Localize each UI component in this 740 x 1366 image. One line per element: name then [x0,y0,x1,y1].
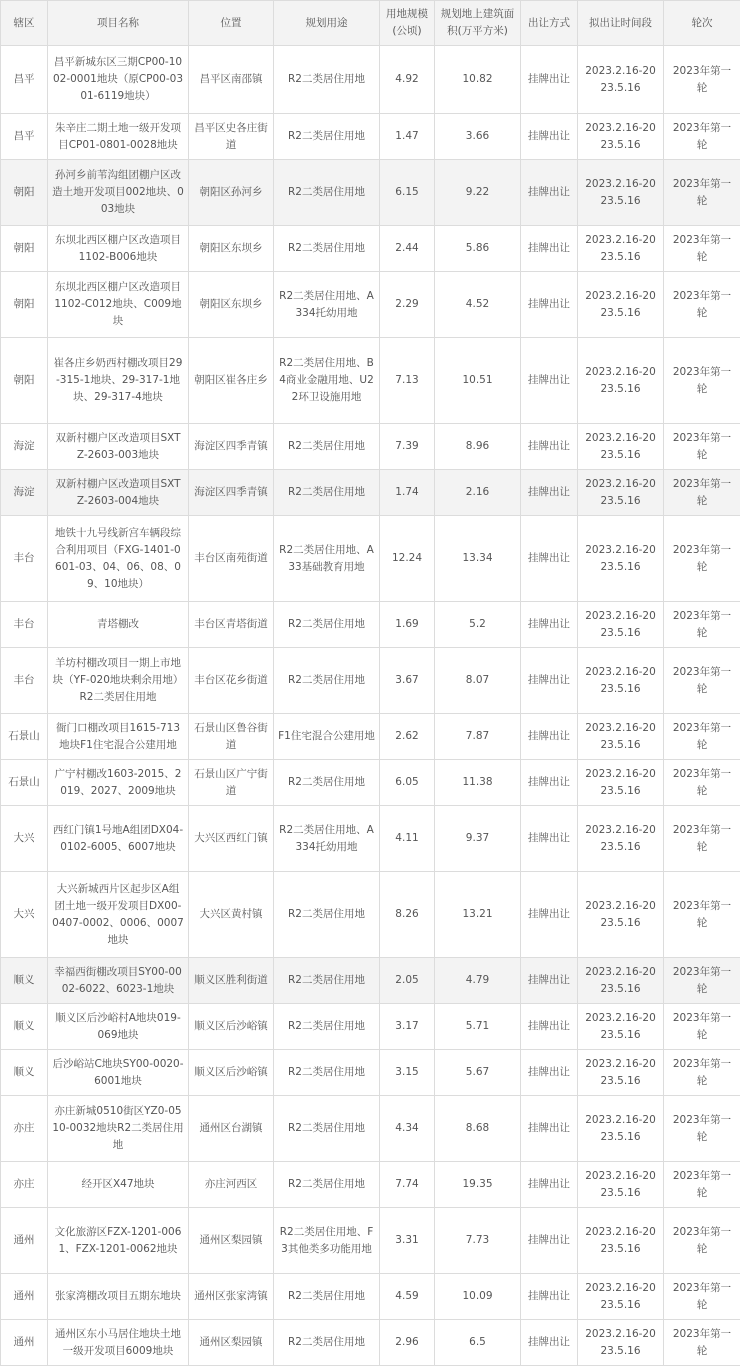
cell-area: 2.29 [380,272,435,338]
cell-location: 海淀区四季青镇 [189,424,274,470]
cell-district: 通州 [1,1208,48,1274]
cell-method: 挂牌出让 [521,1320,578,1366]
cell-use: R2二类居住用地 [274,1096,380,1162]
cell-project: 西红门镇1号地A组团DX04-0102-6005、6007地块 [48,806,189,872]
cell-project: 地铁十九号线新宫车辆段综合利用项目（FXG-1401-0601-03、04、06、08、09、10地块） [48,516,189,602]
cell-method: 挂牌出让 [521,714,578,760]
cell-district: 丰台 [1,602,48,648]
cell-location: 通州区台湖镇 [189,1096,274,1162]
cell-use: R2二类居住用地 [274,470,380,516]
cell-round: 2023年第一轮 [664,1274,740,1320]
cell-location: 顺义区后沙峪镇 [189,1004,274,1050]
cell-district: 朝阳 [1,226,48,272]
cell-location: 石景山区鲁谷街道 [189,714,274,760]
cell-period: 2023.2.16-2023.5.16 [578,958,664,1004]
table-row [1,1096,740,1162]
cell-location: 丰台区花乡街道 [189,648,274,714]
cell-use: R2二类居住用地 [274,958,380,1004]
cell-use: R2二类居住用地 [274,226,380,272]
cell-area: 7.39 [380,424,435,470]
cell-round: 2023年第一轮 [664,46,740,114]
cell-round: 2023年第一轮 [664,1208,740,1274]
table-row [1,1320,740,1366]
cell-gfa: 8.96 [435,424,521,470]
cell-gfa: 5.86 [435,226,521,272]
cell-area: 4.11 [380,806,435,872]
cell-method: 挂牌出让 [521,272,578,338]
cell-location: 通州区梨园镇 [189,1208,274,1274]
cell-period: 2023.2.16-2023.5.16 [578,760,664,806]
cell-gfa: 4.52 [435,272,521,338]
cell-project: 双新村棚户区改造项目SXTZ-2603-003地块 [48,424,189,470]
table-row [1,958,740,1004]
cell-period: 2023.2.16-2023.5.16 [578,1162,664,1208]
table-row [1,1274,740,1320]
cell-district: 昌平 [1,114,48,160]
cell-period: 2023.2.16-2023.5.16 [578,516,664,602]
cell-gfa: 6.5 [435,1320,521,1366]
header-project: 项目名称 [48,1,189,46]
cell-district: 顺义 [1,1004,48,1050]
cell-method: 挂牌出让 [521,1162,578,1208]
cell-round: 2023年第一轮 [664,1096,740,1162]
cell-use: R2二类居住用地 [274,602,380,648]
cell-district: 亦庄 [1,1096,48,1162]
cell-district: 顺义 [1,958,48,1004]
cell-area: 4.34 [380,1096,435,1162]
cell-district: 顺义 [1,1050,48,1096]
cell-gfa: 3.66 [435,114,521,160]
cell-project: 幸福西街棚改项目SY00-0002-6022、6023-1地块 [48,958,189,1004]
cell-gfa: 10.09 [435,1274,521,1320]
cell-method: 挂牌出让 [521,648,578,714]
table-row [1,602,740,648]
cell-method: 挂牌出让 [521,114,578,160]
cell-round: 2023年第一轮 [664,1320,740,1366]
cell-period: 2023.2.16-2023.5.16 [578,424,664,470]
cell-gfa: 19.35 [435,1162,521,1208]
cell-location: 丰台区南苑街道 [189,516,274,602]
cell-gfa: 10.51 [435,338,521,424]
cell-gfa: 7.87 [435,714,521,760]
cell-method: 挂牌出让 [521,46,578,114]
cell-use: R2二类居住用地 [274,872,380,958]
cell-use: R2二类居住用地、A33基础教育用地 [274,516,380,602]
cell-round: 2023年第一轮 [664,272,740,338]
cell-area: 3.67 [380,648,435,714]
cell-area: 3.17 [380,1004,435,1050]
table-row [1,760,740,806]
header-location: 位置 [189,1,274,46]
cell-district: 大兴 [1,806,48,872]
cell-location: 亦庄河西区 [189,1162,274,1208]
cell-use: R2二类居住用地 [274,1004,380,1050]
cell-area: 8.26 [380,872,435,958]
cell-method: 挂牌出让 [521,470,578,516]
table-row [1,1162,740,1208]
cell-gfa: 4.79 [435,958,521,1004]
cell-location: 大兴区西红门镇 [189,806,274,872]
header-round: 轮次 [664,1,740,46]
cell-district: 朝阳 [1,272,48,338]
cell-use: R2二类居住用地 [274,1320,380,1366]
header-district: 辖区 [1,1,48,46]
table-row [1,1050,740,1096]
table-row [1,648,740,714]
cell-method: 挂牌出让 [521,1050,578,1096]
cell-use: R2二类居住用地 [274,114,380,160]
cell-round: 2023年第一轮 [664,114,740,160]
cell-project: 东坝北西区棚户区改造项目1102-C012地块、C009地块 [48,272,189,338]
cell-gfa: 13.21 [435,872,521,958]
cell-method: 挂牌出让 [521,516,578,602]
cell-period: 2023.2.16-2023.5.16 [578,806,664,872]
table-header-row [1,1,740,46]
cell-district: 朝阳 [1,338,48,424]
cell-use: R2二类居住用地 [274,424,380,470]
cell-area: 2.05 [380,958,435,1004]
cell-project: 崔各庄乡奶西村棚改项目29-315-1地块、29-317-1地块、29-317-4地块 [48,338,189,424]
cell-project: 顺义区后沙峪村A地块019-069地块 [48,1004,189,1050]
cell-period: 2023.2.16-2023.5.16 [578,46,664,114]
cell-period: 2023.2.16-2023.5.16 [578,1274,664,1320]
cell-use: R2二类居住用地 [274,648,380,714]
cell-round: 2023年第一轮 [664,806,740,872]
cell-area: 6.15 [380,160,435,226]
cell-area: 4.59 [380,1274,435,1320]
cell-period: 2023.2.16-2023.5.16 [578,1004,664,1050]
cell-round: 2023年第一轮 [664,516,740,602]
cell-round: 2023年第一轮 [664,714,740,760]
cell-method: 挂牌出让 [521,1208,578,1274]
cell-area: 1.69 [380,602,435,648]
cell-method: 挂牌出让 [521,226,578,272]
cell-location: 朝阳区东坝乡 [189,272,274,338]
cell-district: 通州 [1,1320,48,1366]
cell-area: 3.15 [380,1050,435,1096]
cell-period: 2023.2.16-2023.5.16 [578,160,664,226]
cell-use: R2二类居住用地 [274,1050,380,1096]
cell-method: 挂牌出让 [521,958,578,1004]
cell-method: 挂牌出让 [521,1274,578,1320]
cell-location: 丰台区青塔街道 [189,602,274,648]
table-row [1,424,740,470]
cell-period: 2023.2.16-2023.5.16 [578,1050,664,1096]
cell-district: 海淀 [1,424,48,470]
cell-project: 衙门口棚改项目1615-713地块F1住宅混合公建用地 [48,714,189,760]
cell-period: 2023.2.16-2023.5.16 [578,226,664,272]
table-row [1,160,740,226]
cell-use: R2二类居住用地 [274,1274,380,1320]
header-gfa: 规划地上建筑面积(万平方米) [435,1,521,46]
cell-project: 青塔棚改 [48,602,189,648]
cell-project: 双新村棚户区改造项目SXTZ-2603-004地块 [48,470,189,516]
cell-project: 通州区东小马居住地块土地一级开发项目6009地块 [48,1320,189,1366]
cell-district: 石景山 [1,760,48,806]
cell-district: 石景山 [1,714,48,760]
cell-area: 1.74 [380,470,435,516]
table-row [1,338,740,424]
cell-area: 2.44 [380,226,435,272]
cell-area: 7.13 [380,338,435,424]
cell-area: 12.24 [380,516,435,602]
cell-use: R2二类居住用地 [274,1162,380,1208]
cell-location: 海淀区四季青镇 [189,470,274,516]
cell-round: 2023年第一轮 [664,958,740,1004]
cell-district: 丰台 [1,516,48,602]
cell-use: R2二类居住用地 [274,160,380,226]
cell-period: 2023.2.16-2023.5.16 [578,470,664,516]
cell-period: 2023.2.16-2023.5.16 [578,338,664,424]
cell-round: 2023年第一轮 [664,1050,740,1096]
cell-area: 2.62 [380,714,435,760]
cell-period: 2023.2.16-2023.5.16 [578,114,664,160]
cell-area: 2.96 [380,1320,435,1366]
cell-project: 昌平新城东区三期CP00-1002-0001地块（原CP00-0301-6119地块） [48,46,189,114]
cell-method: 挂牌出让 [521,424,578,470]
cell-use: R2二类居住用地、B4商业金融用地、U22环卫设施用地 [274,338,380,424]
cell-method: 挂牌出让 [521,338,578,424]
cell-location: 朝阳区崔各庄乡 [189,338,274,424]
cell-round: 2023年第一轮 [664,1004,740,1050]
cell-location: 顺义区后沙峪镇 [189,1050,274,1096]
table-row [1,226,740,272]
cell-area: 6.05 [380,760,435,806]
cell-location: 朝阳区孙河乡 [189,160,274,226]
cell-gfa: 8.68 [435,1096,521,1162]
cell-use: R2二类居住用地、A334托幼用地 [274,272,380,338]
cell-project: 孙河乡前苇沟组团棚户区改造土地开发项目002地块、003地块 [48,160,189,226]
cell-project: 经开区X47地块 [48,1162,189,1208]
cell-round: 2023年第一轮 [664,470,740,516]
cell-location: 昌平区史各庄街道 [189,114,274,160]
cell-project: 东坝北西区棚户区改造项目1102-B006地块 [48,226,189,272]
cell-project: 广宁村棚改1603-2015、2019、2027、2009地块 [48,760,189,806]
table-row [1,806,740,872]
cell-location: 顺义区胜利街道 [189,958,274,1004]
cell-project: 亦庄新城0510街区YZ0-0510-0032地块R2二类居住用地 [48,1096,189,1162]
cell-gfa: 5.71 [435,1004,521,1050]
cell-location: 通州区梨园镇 [189,1320,274,1366]
cell-round: 2023年第一轮 [664,424,740,470]
cell-gfa: 7.73 [435,1208,521,1274]
cell-round: 2023年第一轮 [664,872,740,958]
cell-use: R2二类居住用地 [274,760,380,806]
cell-period: 2023.2.16-2023.5.16 [578,1208,664,1274]
table-row [1,114,740,160]
cell-area: 4.92 [380,46,435,114]
cell-project: 朱辛庄二期土地一级开发项目CP01-0801-0028地块 [48,114,189,160]
cell-method: 挂牌出让 [521,602,578,648]
cell-period: 2023.2.16-2023.5.16 [578,1096,664,1162]
cell-location: 大兴区黄村镇 [189,872,274,958]
header-area: 用地规模(公顷) [380,1,435,46]
table-row [1,516,740,602]
cell-area: 7.74 [380,1162,435,1208]
cell-round: 2023年第一轮 [664,160,740,226]
cell-district: 海淀 [1,470,48,516]
cell-district: 亦庄 [1,1162,48,1208]
table-row [1,714,740,760]
cell-project: 后沙峪站C地块SY00-0020-6001地块 [48,1050,189,1096]
cell-round: 2023年第一轮 [664,1162,740,1208]
table-row [1,46,740,114]
cell-period: 2023.2.16-2023.5.16 [578,272,664,338]
cell-period: 2023.2.16-2023.5.16 [578,602,664,648]
cell-gfa: 9.37 [435,806,521,872]
cell-project: 大兴新城西片区起步区A组团土地一级开发项目DX00-0407-0002、0006、0007地块 [48,872,189,958]
cell-district: 昌平 [1,46,48,114]
cell-use: F1住宅混合公建用地 [274,714,380,760]
table-row [1,272,740,338]
header-use: 规划用途 [274,1,380,46]
cell-round: 2023年第一轮 [664,760,740,806]
cell-gfa: 5.2 [435,602,521,648]
table-row [1,1004,740,1050]
cell-location: 石景山区广宁街道 [189,760,274,806]
cell-period: 2023.2.16-2023.5.16 [578,714,664,760]
cell-location: 通州区张家湾镇 [189,1274,274,1320]
cell-period: 2023.2.16-2023.5.16 [578,648,664,714]
header-period: 拟出让时间段 [578,1,664,46]
cell-use: R2二类居住用地、F3其他类多功能用地 [274,1208,380,1274]
cell-project: 张家湾棚改项目五期东地块 [48,1274,189,1320]
cell-round: 2023年第一轮 [664,226,740,272]
cell-round: 2023年第一轮 [664,338,740,424]
cell-area: 1.47 [380,114,435,160]
table-row [1,1208,740,1274]
cell-project: 文化旅游区FZX-1201-0061、FZX-1201-0062地块 [48,1208,189,1274]
cell-method: 挂牌出让 [521,1004,578,1050]
cell-use: R2二类居住用地 [274,46,380,114]
cell-project: 羊坊村棚改项目一期上市地块（YF-020地块剩余用地）R2二类居住用地 [48,648,189,714]
cell-location: 朝阳区东坝乡 [189,226,274,272]
cell-period: 2023.2.16-2023.5.16 [578,872,664,958]
cell-method: 挂牌出让 [521,872,578,958]
cell-method: 挂牌出让 [521,1096,578,1162]
cell-district: 丰台 [1,648,48,714]
cell-gfa: 5.67 [435,1050,521,1096]
cell-round: 2023年第一轮 [664,648,740,714]
table-row [1,470,740,516]
cell-method: 挂牌出让 [521,806,578,872]
cell-gfa: 13.34 [435,516,521,602]
cell-gfa: 8.07 [435,648,521,714]
cell-use: R2二类居住用地、A334托幼用地 [274,806,380,872]
cell-gfa: 2.16 [435,470,521,516]
cell-gfa: 11.38 [435,760,521,806]
cell-method: 挂牌出让 [521,160,578,226]
cell-method: 挂牌出让 [521,760,578,806]
table-row [1,872,740,958]
cell-area: 3.31 [380,1208,435,1274]
cell-gfa: 10.82 [435,46,521,114]
cell-gfa: 9.22 [435,160,521,226]
cell-round: 2023年第一轮 [664,602,740,648]
cell-location: 昌平区南邵镇 [189,46,274,114]
cell-district: 通州 [1,1274,48,1320]
cell-district: 朝阳 [1,160,48,226]
header-method: 出让方式 [521,1,578,46]
cell-period: 2023.2.16-2023.5.16 [578,1320,664,1366]
cell-district: 大兴 [1,872,48,958]
